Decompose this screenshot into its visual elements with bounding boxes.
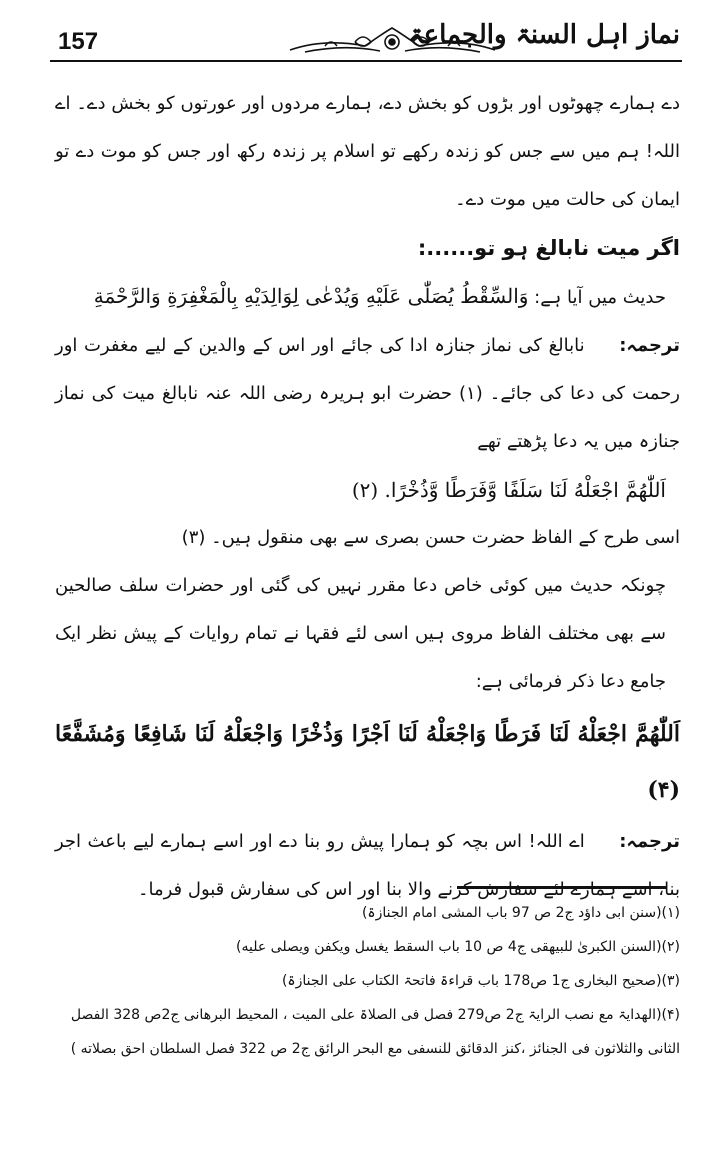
page-number: 157 (58, 28, 99, 55)
hadith-arabic: وَالسِّقْطُ يُصَلّٰى عَلَيْهِ وَيُدْعٰى لِوَالِدَيْهِ بِالْمَغْفِرَةِ وَالرَّحْمَةِ (93, 284, 529, 308)
page-body (55, 80, 680, 914)
running-title: نماز اہل السنۃ والجماعۃ (408, 20, 680, 50)
translation-paragraph-1 (55, 322, 680, 466)
paragraph-dua-end: دے ہمارے چھوٹوں اور بڑوں کو بخش دے، ہمارے مردوں اور عورتوں کو بخش دے۔ اے اللہ! ہم میں سے جس کو زندہ رکھے تو اسلام پر زندہ رکھ اور جس کو موت دے تو ایمان کی حالت میں موت دے۔ (55, 93, 680, 210)
translation-label: ترجمہ: (619, 335, 680, 356)
footnote-item: (۱)(سنن ابی داؤد ج2 ص 97 باب المشی امام الجنازۃ) (361, 905, 680, 921)
footnote-item: (۴)(الھدایۃ مع نصب الرایۃ ج2 ص279 فصل فی الصلاۃ علی المیت ، المحیط البرھانی ج2ص 328 الفصل الثانی والثلاثون فی الجنائز ،کنز الدقائق للنسفی مع البحر الرائق ج2 ص 322 فصل السلطان احق بصلاته ) (70, 1007, 680, 1057)
section-heading: اگر میت نابالغ ہو تو......: (417, 236, 680, 260)
paragraph-fuqaha: چونکہ حدیث میں کوئی خاص دعا مقرر نہیں کی گئی اور حضرات سلف صالحین سے بھی مختلف الفاظ مروی ہیں اسی لئے فقہا نے تمام روایات کے پیش نظر ایک جامع دعا ذکر فرمائی ہے: (55, 575, 666, 692)
paragraph-hasan-basri: اسی طرح کے الفاظ حضرت حسن بصری سے بھی منقول ہیں۔ (۳) (181, 527, 680, 548)
dua-arabic-2: اَللّٰهُمَّ اجْعَلْهُ لَنَا فَرَطًا وَاجْعَلْهُ لَنَا اَجْرًا وَذُخْرًا وَاجْعَلْهُ لَنَا شَافِعًا وَمُشَفَّعًا (۴) (55, 721, 680, 803)
footnote-item: (۳)(صحیح البخاری ج1 ص178 باب قراءۃ فاتحۃ الکتاب علی الجنازۃ) (281, 973, 680, 989)
footnote-divider (457, 886, 667, 889)
footnotes (55, 896, 680, 1066)
translation-text: نابالغ کی نماز جنازہ ادا کی جائے اور اس کے والدین کے لیے مغفرت اور رحمت کی دعا کی جائے۔ (۱) حضرت ابو ہریرہ رضی اللہ عنہ نابالغ میت کی نماز جنازہ میں یہ دعا پڑھتے تھے (55, 335, 680, 452)
hadith-paragraph (55, 272, 680, 322)
dua-arabic-1: اَللّٰهُمَّ اجْعَلْهُ لَنَا سَلَفًا وَّفَرَطًا وَّذُخْرًا. (۲) (351, 478, 666, 502)
header-divider (50, 60, 682, 62)
translation-label: ترجمہ: (619, 831, 680, 852)
hadith-intro: حدیث میں آیا ہے: (534, 287, 666, 308)
translation-text: اے اللہ! اس بچہ کو ہمارا پیش رو بنا دے اور اسے ہمارے لیے باعث اجر بنا، اسے ہمارے لئے سفارش کرنے والا بنا اور اس کی سفارش قبول فرما۔ (55, 831, 680, 900)
footnote-item: (۲)(السنن الکبریٰ للبیھقی ج4 ص 10 باب السقط یغسل ویکفن ویصلی علیه) (236, 939, 680, 955)
